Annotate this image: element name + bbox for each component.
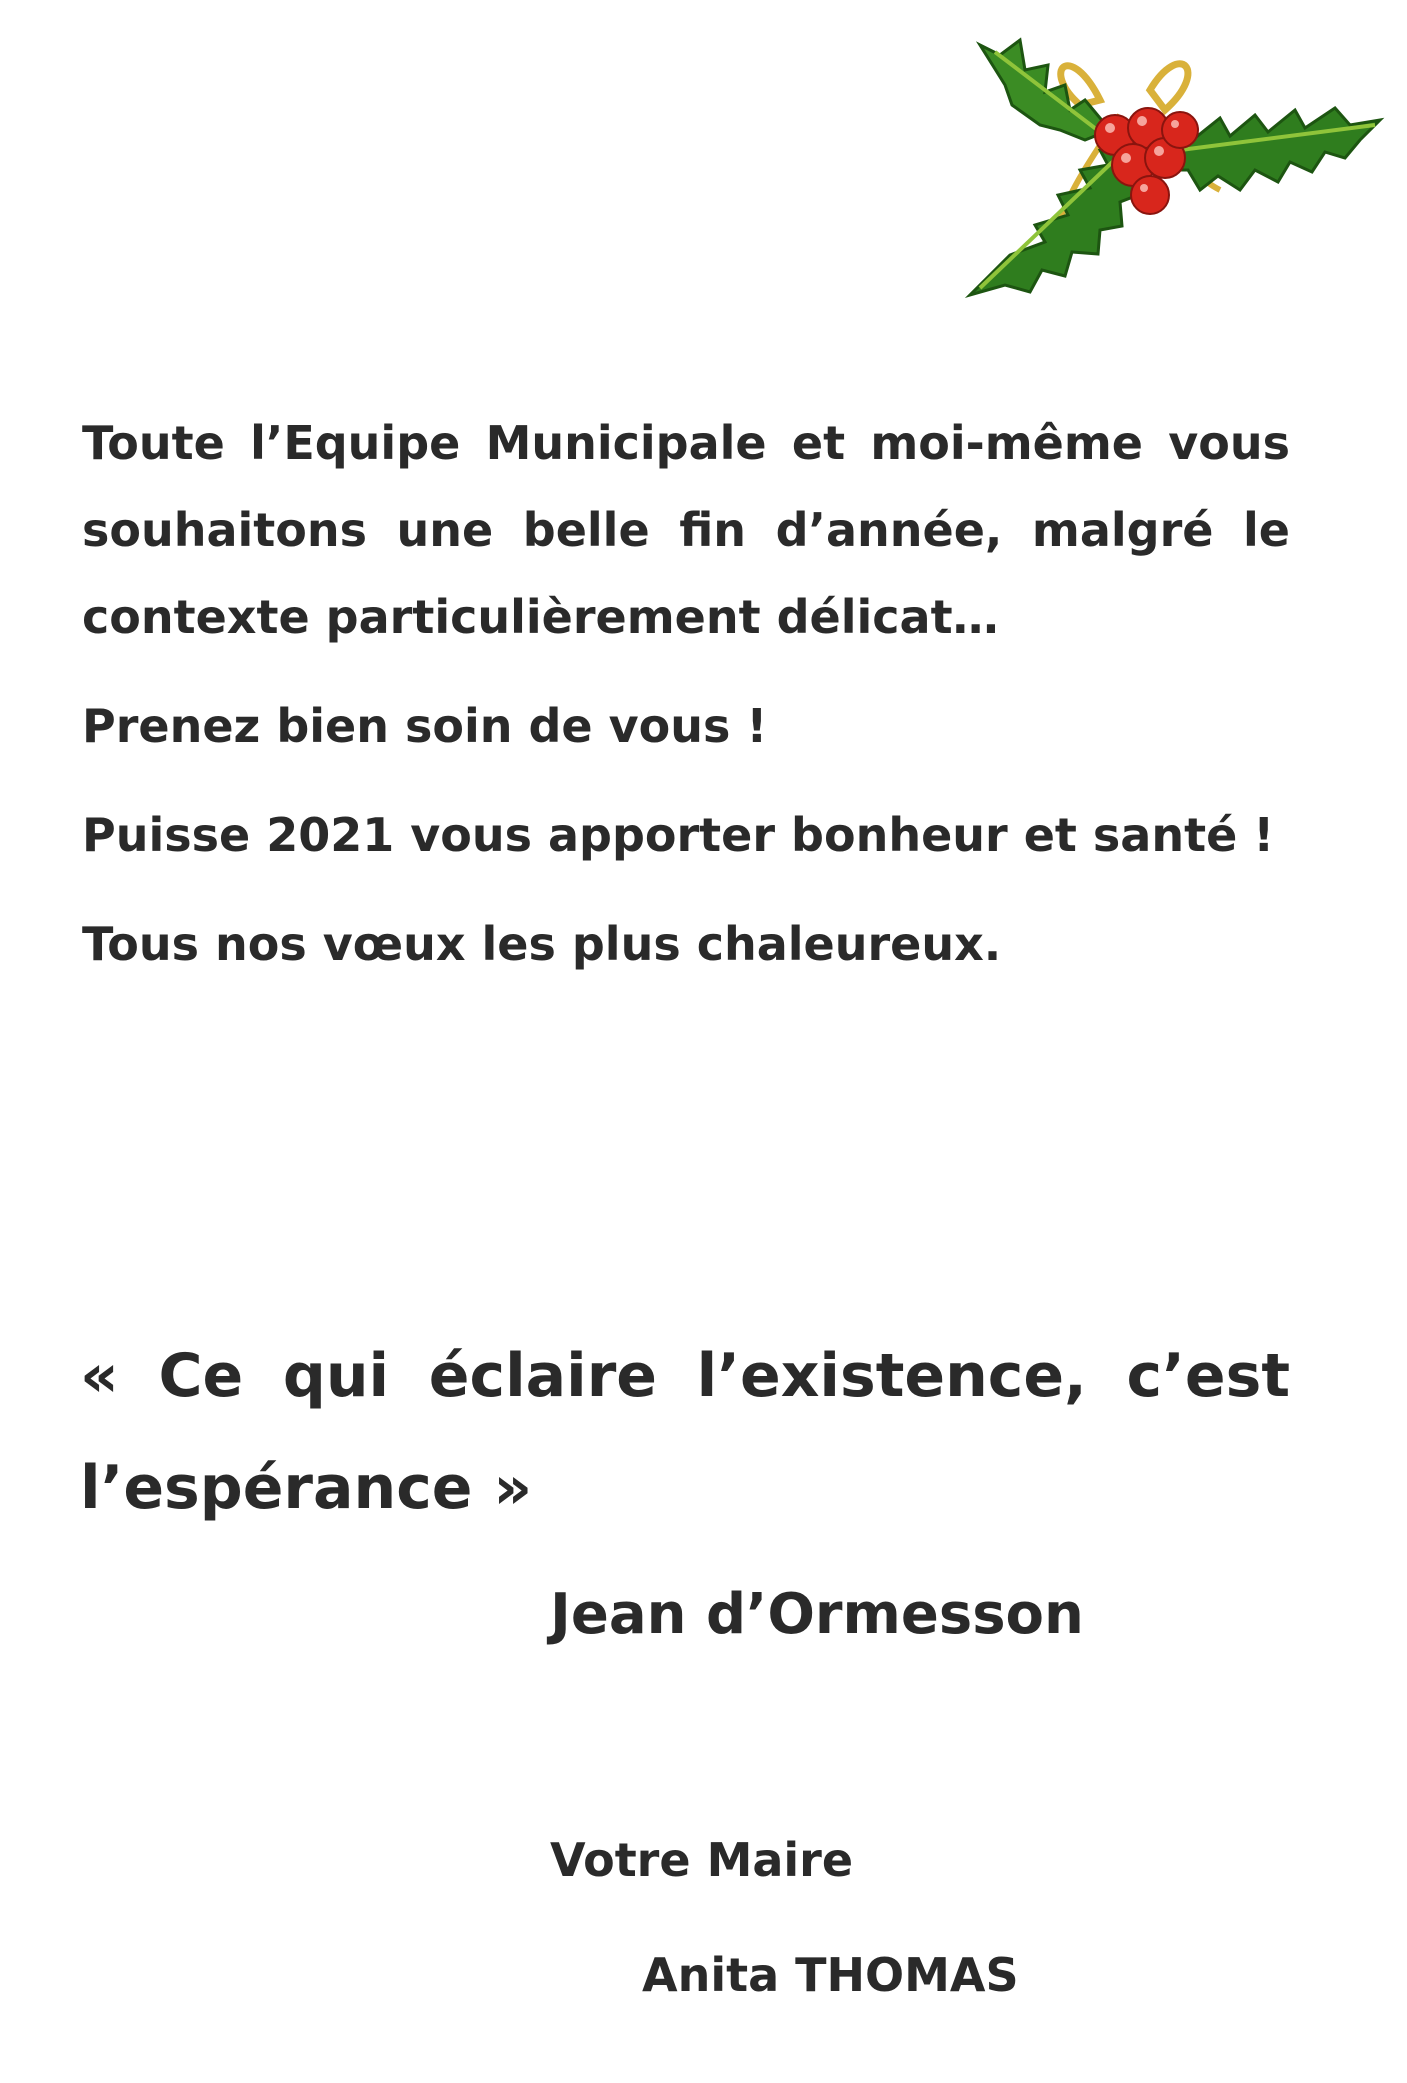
signature-name: Anita THOMAS — [642, 1948, 1019, 2002]
quote-text: « Ce qui éclaire l’existence, c’est l’espérance » — [80, 1341, 1290, 1523]
holly-sprig-icon — [950, 30, 1390, 310]
closing-paragraph: Tous nos vœux les plus chaleureux. — [82, 917, 1002, 971]
quote-author: Jean d’Ormesson — [550, 1582, 1084, 1647]
care-paragraph: Prenez bien soin de vous ! — [82, 699, 768, 753]
greeting-paragraph: Toute l’Equipe Municipale et moi-même vous souhaitons une belle fin d’année, malgré le contexte particulièrement délicat… — [82, 416, 1290, 644]
wishes-paragraph: Puisse 2021 vous apporter bonheur et santé ! — [82, 808, 1275, 862]
greeting-message — [82, 400, 1290, 988]
signature-title: Votre Maire — [550, 1833, 854, 1887]
